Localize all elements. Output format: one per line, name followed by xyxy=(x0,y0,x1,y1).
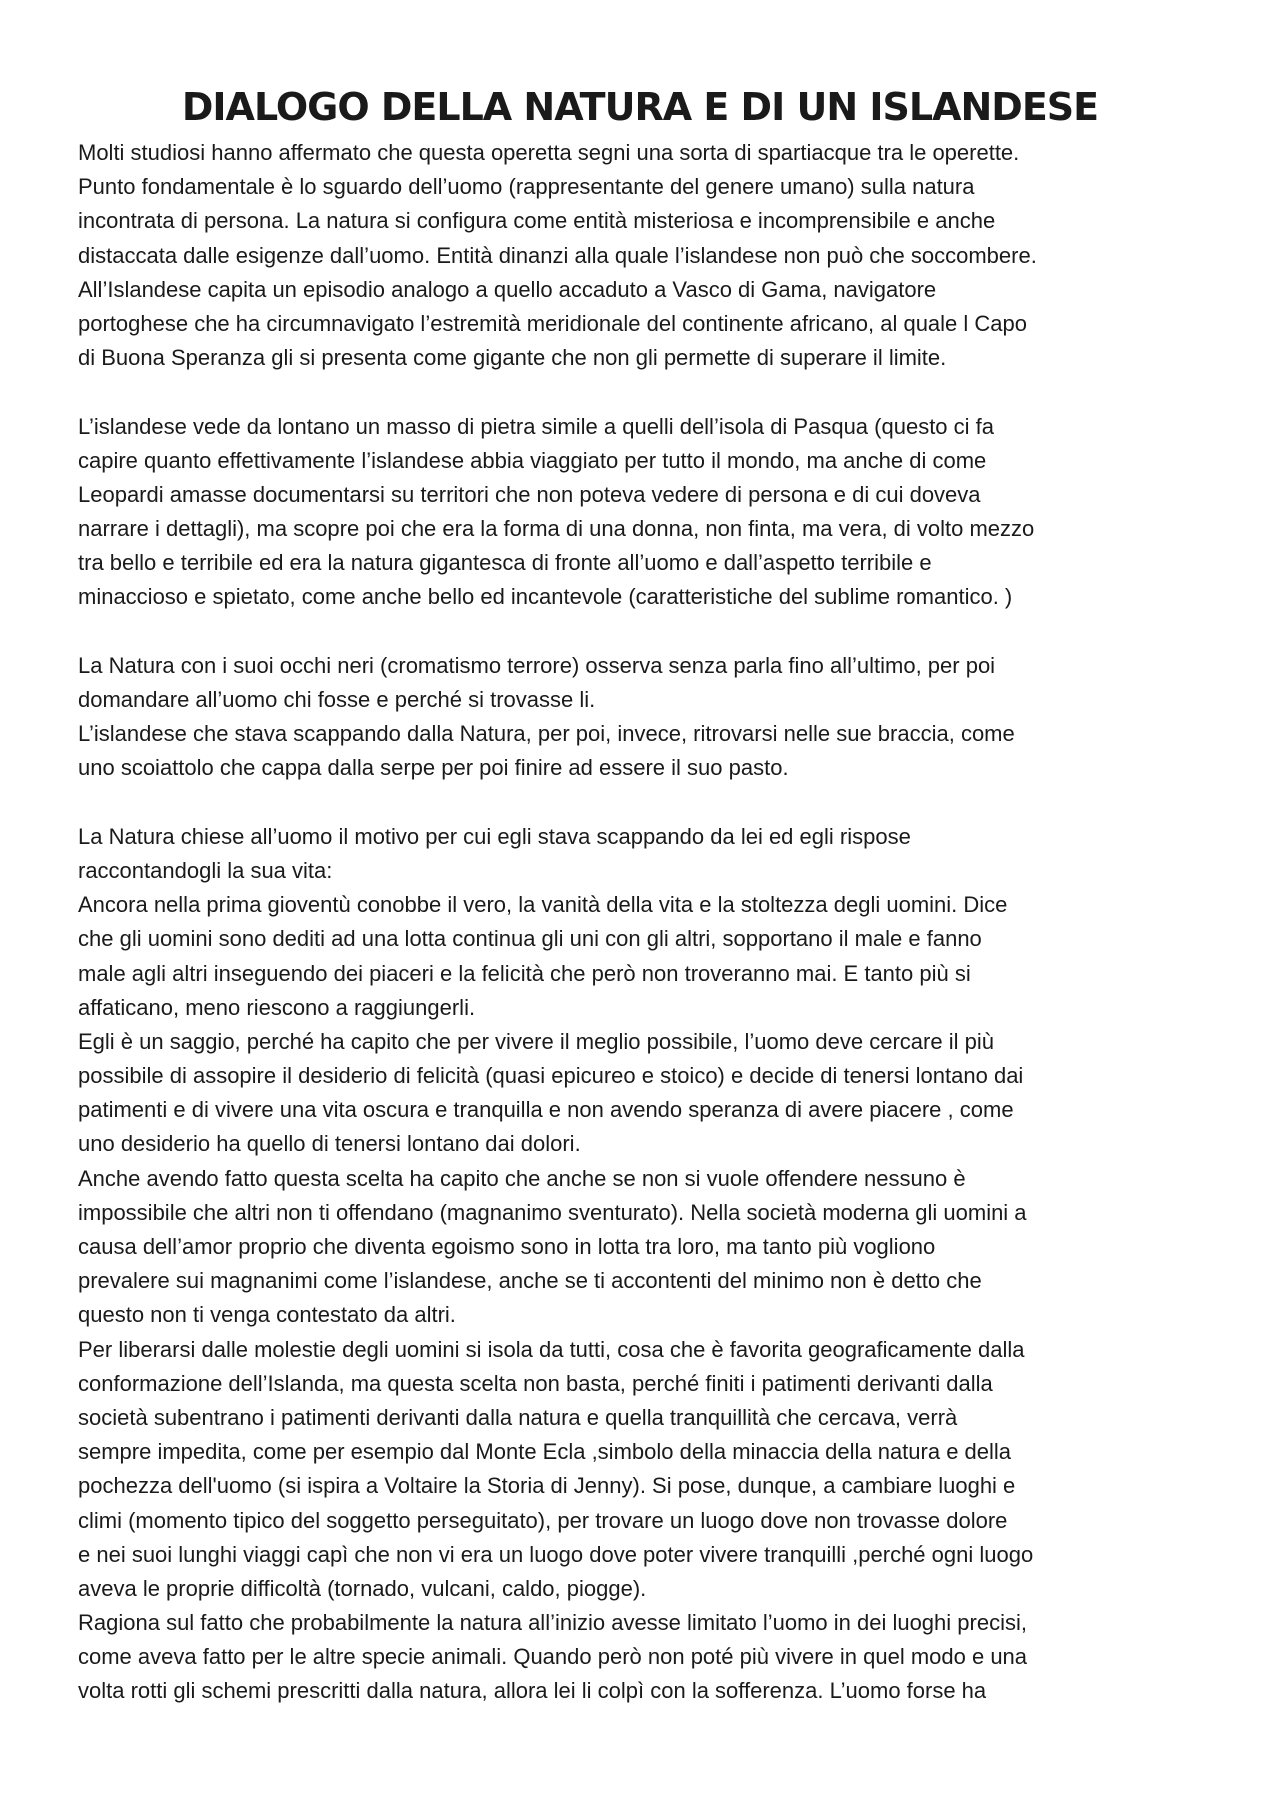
text-line: volta rotti gli schemi prescritti dalla natura, allora lei li colpì con la sofferenza. L’uomo forse ha xyxy=(78,1678,987,1704)
text-line: Leopardi amasse documentarsi su territori che non poteva vedere di persona e di cui doveva xyxy=(78,481,981,507)
text-line: società subentrano i patimenti derivanti dalla natura e quella tranquillità che cercava, verrà xyxy=(78,1404,958,1430)
text-line: di Buona Speranza gli si presenta come gigante che non gli permette di superare il limite. xyxy=(78,345,947,371)
text-line: uno scoiattolo che cappa dalla serpe per poi finire ad essere il suo pasto. xyxy=(78,755,789,781)
text-line: Molti studiosi hanno affermato che questa operetta segni una sorta di spartiacque tra le operette. xyxy=(78,140,1020,165)
text-line: Per liberarsi dalle molestie degli uomini si isola da tutti, cosa che è favorita geograficamente dalla xyxy=(78,1336,1025,1362)
text-line: aveva le proprie difficoltà (tornado, vulcani, caldo, piogge). xyxy=(78,1575,647,1601)
text-line: domandare all’uomo chi fosse e perché si trovasse li. xyxy=(78,687,596,712)
text-line: climi (momento tipico del soggetto perseguitato), per trovare un luogo dove non trovasse dolore xyxy=(78,1507,1008,1533)
text-line: possibile di assopire il desiderio di felicità (quasi epicureo e stoico) e decide di tenersi lontano dai xyxy=(78,1063,1024,1089)
text-line: tra bello e terribile ed era la natura gigantesca di fronte all’uomo e dall’aspetto terribile e xyxy=(78,550,932,576)
text-line: L’islandese che stava scappando dalla Natura, per poi, invece, ritrovarsi nelle sue braccia, come xyxy=(78,721,1015,747)
text-line: che gli uomini sono dediti ad una lotta continua gli uni con gli altri, sopportano il male e fanno xyxy=(78,926,982,952)
text-line: conformazione dell’Islanda, ma questa scelta non basta, perché finiti i patimenti derivanti dalla xyxy=(78,1370,993,1396)
paragraph-break xyxy=(78,786,1218,820)
text-line: uno desiderio ha quello di tenersi lontano dai dolori. xyxy=(78,1131,581,1157)
text-line: Ragiona sul fatto che probabilmente la natura all’inizio avesse limitato l’uomo in dei luoghi precisi, xyxy=(78,1610,1027,1636)
text-line: e nei suoi lunghi viaggi capì che non vi era un luogo dove poter vivere tranquilli ,perché ogni luogo xyxy=(78,1541,1034,1567)
text-line: impossibile che altri non ti offendano (magnanimo sventurato). Nella società moderna gli uomini a xyxy=(78,1199,1027,1225)
text-line: raccontandogli la sua vita: xyxy=(78,857,333,883)
text-line: La Natura chiese all’uomo il motivo per cui egli stava scappando da lei ed egli rispose xyxy=(78,823,911,849)
paragraph-break xyxy=(78,375,1218,409)
text-line: Ancora nella prima gioventù conobbe il vero, la vanità della vita e la stoltezza degli uomini. Dice xyxy=(78,892,1008,918)
text-line: Punto fondamentale è lo sguardo dell’uomo (rappresentante del genere umano) sulla natura xyxy=(78,174,975,200)
document-title: DIALOGO DELLA NATURA E DI UN ISLANDESE xyxy=(181,85,1099,129)
text-line: L’islandese vede da lontano un masso di pietra simile a quelli dell’isola di Pasqua (questo ci fa xyxy=(78,413,994,439)
text-line: distaccata dalle esigenze dall’uomo. Entità dinanzi alla quale l’islandese non può che soccombere. xyxy=(78,242,1037,268)
text-line: prevalere sui magnanimi come l’islandese, anche se ti accontenti del minimo non è detto che xyxy=(78,1268,982,1294)
text-line: affaticano, meno riescono a raggiungerli. xyxy=(78,994,476,1020)
text-line: incontrata di persona. La natura si configura come entità misteriosa e incomprensibile e anche xyxy=(78,208,996,234)
text-line: minaccioso e spietato, come anche bello ed incantevole (caratteristiche del sublime romantico. ) xyxy=(78,584,1013,610)
paragraph-break xyxy=(78,615,1218,649)
text-line: come aveva fatto per le altre specie animali. Quando però non poté più vivere in quel modo e una xyxy=(78,1644,1028,1670)
text-line: pochezza dell'uomo (si ispira a Voltaire la Storia di Jenny). Si pose, dunque, a cambiare luoghi e xyxy=(78,1473,1016,1499)
text-line: patimenti e di vivere una vita oscura e tranquilla e non avendo speranza di avere piacere , come xyxy=(78,1097,1014,1123)
text-line: La Natura con i suoi occhi neri (cromatismo terrore) osserva senza parla fino all’ultimo, per poi xyxy=(78,652,996,678)
text-line: narrare i dettagli), ma scopre poi che era la forma di una donna, non finta, ma vera, di volto mezzo xyxy=(78,516,1035,542)
text-line: capire quanto effettivamente l’islandese abbia viaggiato per tutto il mondo, ma anche di come xyxy=(78,447,987,473)
text-line: portoghese che ha circumnavigato l’estremità meridionale del continente africano, al quale l Capo xyxy=(78,310,1027,336)
text-line: Anche avendo fatto questa scelta ha capito che anche se non si vuole offendere nessuno è xyxy=(78,1165,966,1191)
text-line: Egli è un saggio, perché ha capito che per vivere il meglio possibile, l’uomo deve cercare il più xyxy=(78,1028,994,1054)
text-line: causa dell’amor proprio che diventa egoismo sono in lotta tra loro, ma tanto più vogliono xyxy=(78,1234,936,1259)
text-line: sempre impedita, come per esempio dal Monte Ecla ,simbolo della minaccia della natura e della xyxy=(78,1439,1012,1465)
text-line: All’Islandese capita un episodio analogo a quello accaduto a Vasco di Gama, navigatore xyxy=(78,276,937,302)
document-body xyxy=(78,136,1218,1709)
text-line: questo non ti venga contestato da altri. xyxy=(78,1302,456,1328)
text-line: male agli altri inseguendo dei piaceri e la felicità che però non troveranno mai. E tanto più si xyxy=(78,960,971,986)
